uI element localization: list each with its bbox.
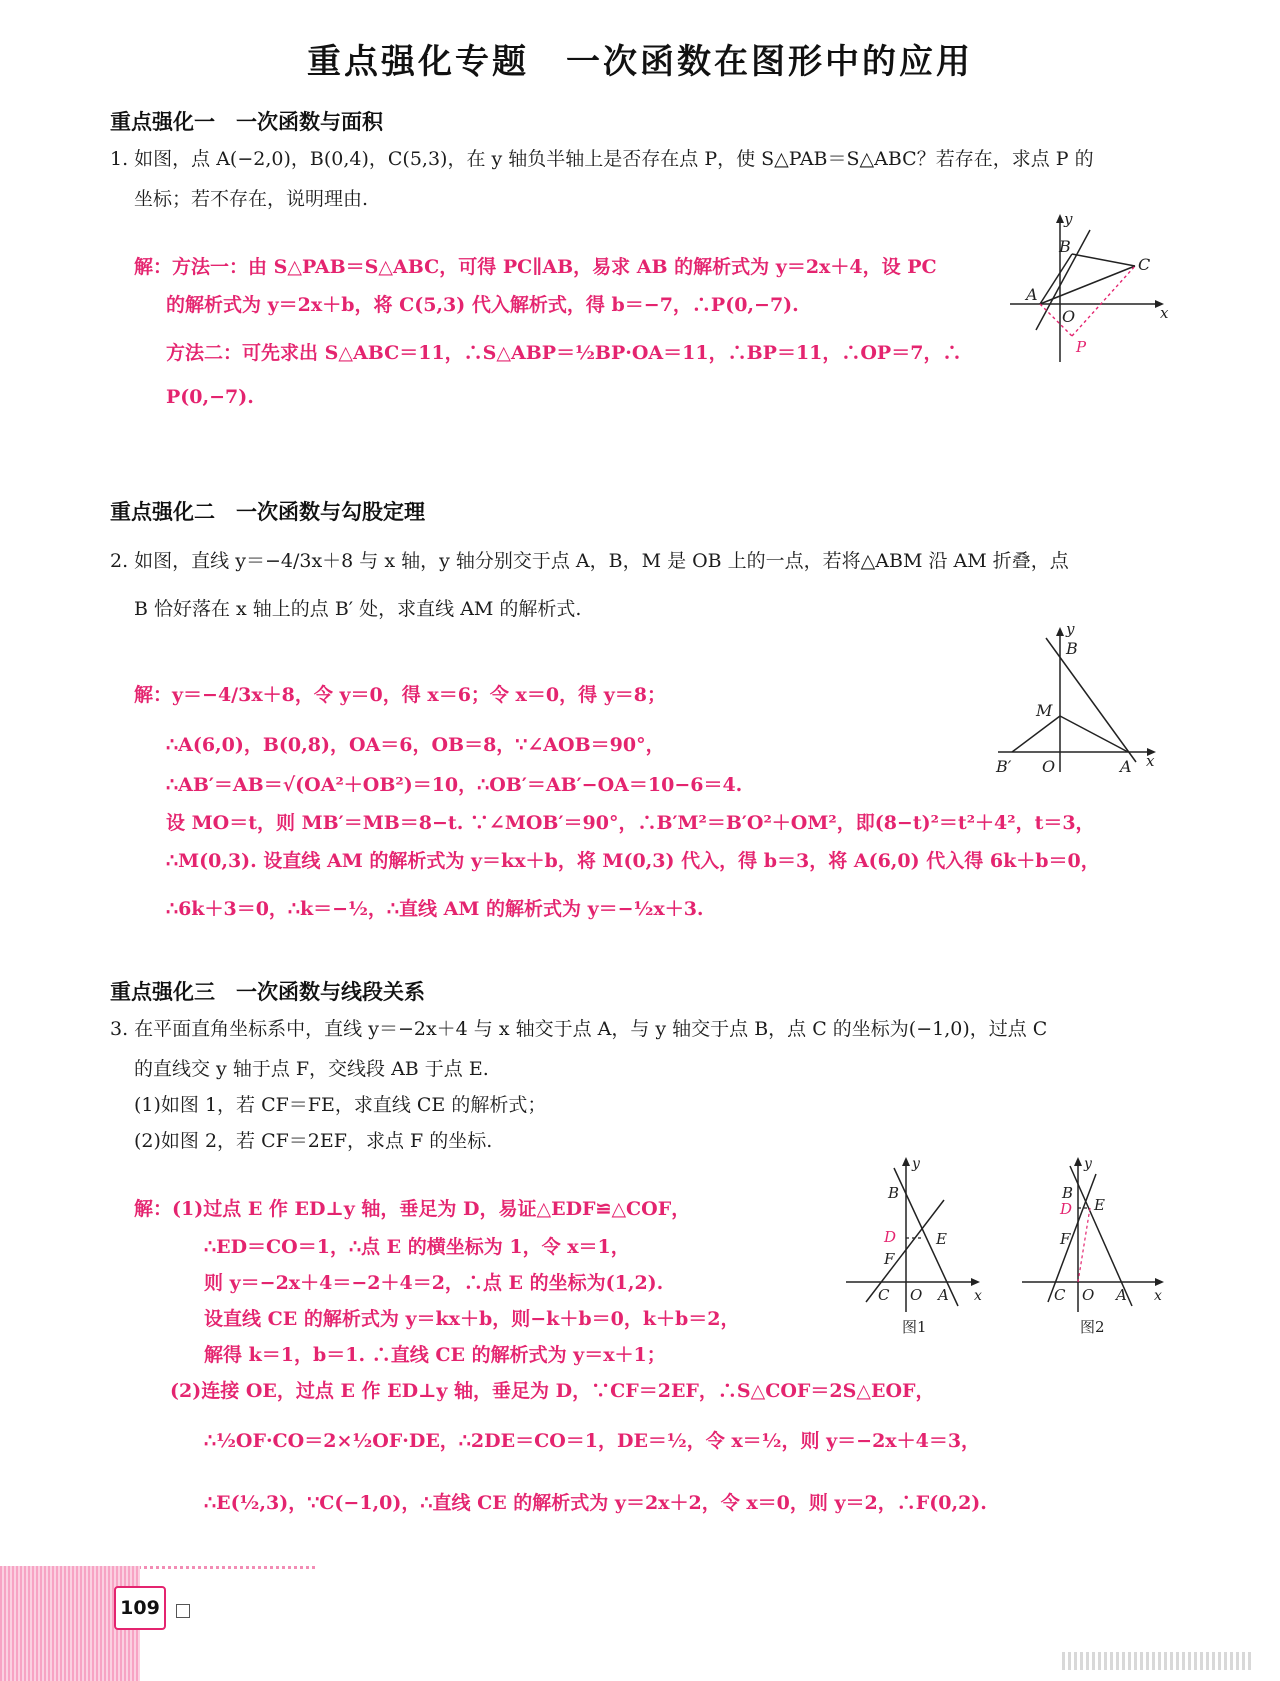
- fig2-label-bprime: B′: [996, 757, 1012, 776]
- barcode-stamp-icon: [1062, 1652, 1252, 1670]
- figure-2-diagram: [990, 624, 1165, 780]
- fig3a-label-o: O: [910, 1286, 923, 1304]
- solution-3-line-1: 解：(1)过点 E 作 ED⊥y 轴，垂足为 D，易证△EDF≌△COF，: [134, 1198, 691, 1220]
- solution-1-line-2: 的解析式为 y＝2x＋b，将 C(5,3) 代入解析式，得 b＝−7，∴P(0,−7).: [166, 294, 799, 316]
- problem-1-line-1: 1. 如图，点 A(−2,0)，B(0,4)，C(5,3)，在 y 轴负半轴上是否存在点 P，使 S△PAB＝S△ABC？若存在，求点 P 的: [110, 148, 1094, 170]
- solution-2-line-6: ∴6k＋3＝0，∴k＝−½，∴直线 AM 的解析式为 y＝−½x＋3.: [166, 898, 704, 920]
- fig3b-label-c: C: [1054, 1286, 1066, 1304]
- problem-1-line-2: 坐标；若不存在，说明理由.: [134, 188, 369, 210]
- fig3b-label-e: E: [1094, 1196, 1105, 1214]
- figure-1-diagram: [1000, 212, 1175, 370]
- fig3a-label-d: D: [884, 1228, 897, 1246]
- fig2-label-b: B: [1066, 639, 1078, 658]
- solution-3-line-8: ∴E(½,3)，∵C(−1,0)，∴直线 CE 的解析式为 y＝2x＋2，令 x＝0，则 y＝2，∴F(0,2).: [204, 1492, 987, 1514]
- fig3a-label-e: E: [936, 1230, 947, 1248]
- fig3b-label-b: B: [1062, 1184, 1074, 1202]
- fig3b-label-o: O: [1082, 1286, 1095, 1304]
- fig3a-label-f: F: [884, 1250, 895, 1268]
- fig1-label-p: P: [1076, 338, 1087, 356]
- section-1-heading: 重点强化一 一次函数与面积: [110, 110, 383, 134]
- solution-2-line-2: ∴A(6,0)，B(0,8)，OA＝6，OB＝8，∵∠AOB＝90°，: [166, 734, 665, 756]
- problem-2-line-2: B 恰好落在 x 轴上的点 B′ 处，求直线 AM 的解析式.: [134, 598, 582, 620]
- problem-3-line-4: (2)如图 2，若 CF＝2EF，求点 F 的坐标.: [134, 1130, 493, 1152]
- fig3a-caption: 图1: [902, 1318, 927, 1336]
- fig3b-label-y: y: [1084, 1156, 1092, 1172]
- fig3b-caption: 图2: [1080, 1318, 1105, 1336]
- section-3-heading: 重点强化三 一次函数与线段关系: [110, 980, 425, 1004]
- square-marker-icon: [176, 1604, 190, 1618]
- solution-3-line-2: ∴ED＝CO＝1，∴点 E 的横坐标为 1，令 x＝1，: [204, 1236, 630, 1258]
- solution-3-line-5: 解得 k＝1，b＝1. ∴直线 CE 的解析式为 y＝x＋1；: [204, 1344, 666, 1366]
- solution-1-line-3: 方法二：可先求出 S△ABC＝11，∴S△ABP＝½BP·OA＝11，∴BP＝11，∴OP＝7，∴: [166, 342, 962, 364]
- page-number: 109: [114, 1586, 166, 1630]
- fig2-label-o: O: [1042, 757, 1056, 776]
- fig3b-label-a: A: [1116, 1286, 1127, 1304]
- problem-3-line-1: 3. 在平面直角坐标系中，直线 y＝−2x＋4 与 x 轴交于点 A，与 y 轴交于点 B，点 C 的坐标为(−1,0)，过点 C: [110, 1018, 1048, 1040]
- fig2-label-a: A: [1120, 757, 1132, 776]
- solution-3-line-4: 设直线 CE 的解析式为 y＝kx＋b，则−k＋b＝0，k＋b＝2，: [204, 1308, 740, 1330]
- problem-3-line-3: (1)如图 1，若 CF＝FE，求直线 CE 的解析式；: [134, 1094, 547, 1116]
- fig3b-line-ab: [1070, 1166, 1132, 1306]
- fig3a-label-a: A: [938, 1286, 949, 1304]
- solution-3-line-6: (2)连接 OE，过点 E 作 ED⊥y 轴，垂足为 D，∵CF＝2EF，∴S△COF＝2S△EOF，: [170, 1380, 935, 1402]
- section-2-heading: 重点强化二 一次函数与勾股定理: [110, 500, 425, 524]
- fig1-label-a: A: [1026, 285, 1038, 304]
- problem-2-line-1: 2. 如图，直线 y＝−4/3x＋8 与 x 轴，y 轴分别交于点 A，B，M 是 OB 上的一点，若将△ABM 沿 AM 折叠，点: [110, 550, 1069, 572]
- fig3a-label-b: B: [888, 1184, 900, 1202]
- fig3a-label-x: x: [974, 1288, 982, 1304]
- fig1-label-x: x: [1160, 304, 1169, 322]
- fig3a-label-y: y: [912, 1156, 920, 1172]
- problem-3-line-2: 的直线交 y 轴于点 F，交线段 AB 于点 E.: [134, 1058, 489, 1080]
- solution-3-line-7: ∴½OF·CO＝2×½OF·DE，∴2DE＝CO＝1，DE＝½，令 x＝½，则 y＝−2x＋4＝3，: [204, 1430, 981, 1452]
- fig1-label-b: B: [1059, 237, 1071, 256]
- solution-2-line-3: ∴AB′＝AB＝√(OA²＋OB²)＝10，∴OB′＝AB′−OA＝10−6＝4.: [166, 774, 743, 796]
- solution-2-line-1: 解：y＝−4/3x＋8，令 y＝0，得 x＝6；令 x＝0，得 y＝8；: [134, 684, 666, 706]
- fig3b-label-d: D: [1060, 1200, 1073, 1218]
- fig1-label-y: y: [1064, 212, 1073, 228]
- solution-1-line-1: 解：方法一：由 S△PAB＝S△ABC，可得 PC∥AB，易求 AB 的解析式为 y＝2x＋4，设 PC: [134, 256, 937, 278]
- page-title: 重点强化专题 一次函数在图形中的应用: [307, 42, 973, 82]
- fig1-label-o: O: [1062, 307, 1076, 326]
- solution-2-line-4: 设 MO＝t，则 MB′＝MB＝8−t. ∵∠MOB′＝90°，∴B′M²＝B′O²＋OM²，即(8−t)²＝t²＋4²，t＝3，: [166, 812, 1095, 834]
- fig3b-label-f: F: [1060, 1230, 1071, 1248]
- solution-3-line-3: 则 y＝−2x＋4＝−2＋4＝2，∴点 E 的坐标为(1,2).: [204, 1272, 664, 1294]
- fig1-label-c: C: [1138, 255, 1151, 274]
- fig3a-label-c: C: [878, 1286, 890, 1304]
- solution-2-line-5: ∴M(0,3). 设直线 AM 的解析式为 y＝kx＋b，将 M(0,3) 代入，得 b＝3，将 A(6,0) 代入得 6k＋b＝0，: [166, 850, 1100, 872]
- figure-3-1-diagram: [844, 1152, 994, 1340]
- fig2-label-y: y: [1066, 624, 1075, 638]
- fig2-label-m: M: [1036, 701, 1053, 720]
- fig2-label-x: x: [1146, 752, 1155, 770]
- solution-1-line-4: P(0,−7).: [166, 386, 254, 408]
- fig3b-label-x: x: [1154, 1288, 1162, 1304]
- figure-3-2-diagram: [1020, 1152, 1170, 1340]
